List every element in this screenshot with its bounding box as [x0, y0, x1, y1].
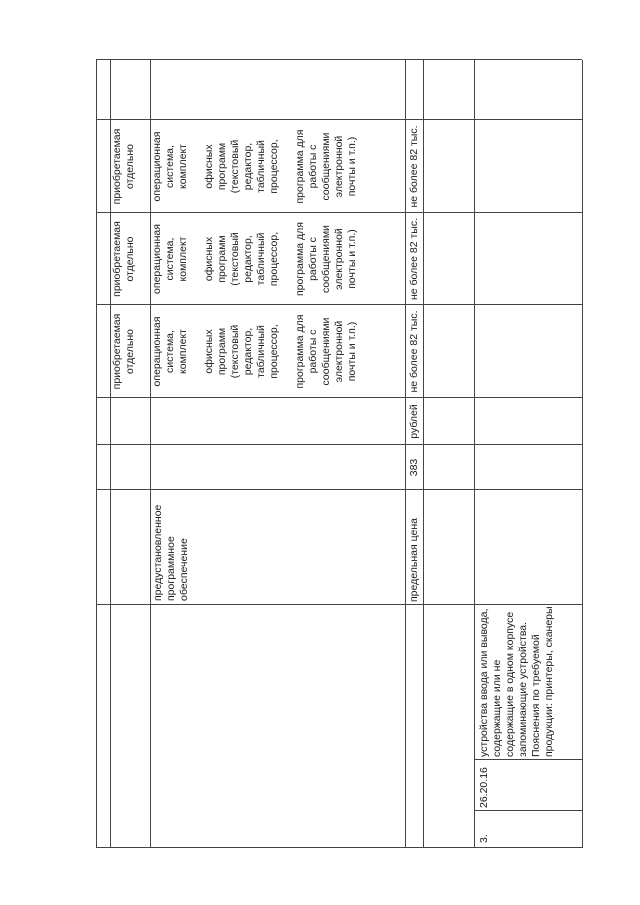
header-acquired-separately: приобретаемая отдельно: [111, 221, 136, 297]
table-column-line: [96, 489, 582, 490]
table-row-line: [423, 60, 424, 848]
table-column-line: [474, 810, 582, 811]
table-row-line: [474, 60, 475, 848]
table-column-line: [96, 604, 582, 605]
price-value: не более 82 тыс.: [408, 125, 420, 208]
software-row-label: предустановленное программное обеспечение: [152, 504, 190, 601]
row-number: 3.: [478, 834, 490, 843]
price-row-label: предельная цена: [408, 518, 420, 602]
price-value: не более 82 тыс.: [408, 217, 420, 301]
table-border-left: [96, 847, 582, 848]
software-value-cell: операционная система, комплект офисных программ (текстовый редактор, табличный процессор, программа для работы с сообщениями электронной почты и т.п.): [151, 314, 358, 389]
header-acquired-separately: приобретаемая отдельно: [111, 313, 136, 390]
price-value: не более 82 тыс.: [408, 310, 420, 393]
okei-code: 383: [408, 458, 420, 477]
okpd2-code: 26.20.16: [478, 767, 490, 808]
table-column-line: [96, 444, 582, 445]
header-acquired-separately: приобретаемая отдельно: [111, 128, 136, 205]
row3-description-text: устройства ввода или вывода, содержащие или не содержащие в одном корпусе запоминающие устройства. Пояснения по требуемой продукции: принтеры, сканеры: [478, 606, 555, 757]
table-border-top: [96, 60, 97, 848]
table-row-line: [405, 60, 406, 848]
price-unit: рублей: [408, 404, 420, 439]
software-value-cell: операционная система, комплект офисных программ (текстовый редактор, табличный процессор, программа для работы с сообщениями электронной почты и т.п.): [151, 222, 358, 297]
table-border-bottom: [582, 60, 583, 848]
software-value-cell: операционная система, комплект офисных программ (текстовый редактор, табличный процессор, программа для работы с сообщениями электронной почты и т.п.): [151, 129, 358, 204]
table-border-right: [96, 59, 582, 60]
table-column-line: [474, 759, 582, 760]
